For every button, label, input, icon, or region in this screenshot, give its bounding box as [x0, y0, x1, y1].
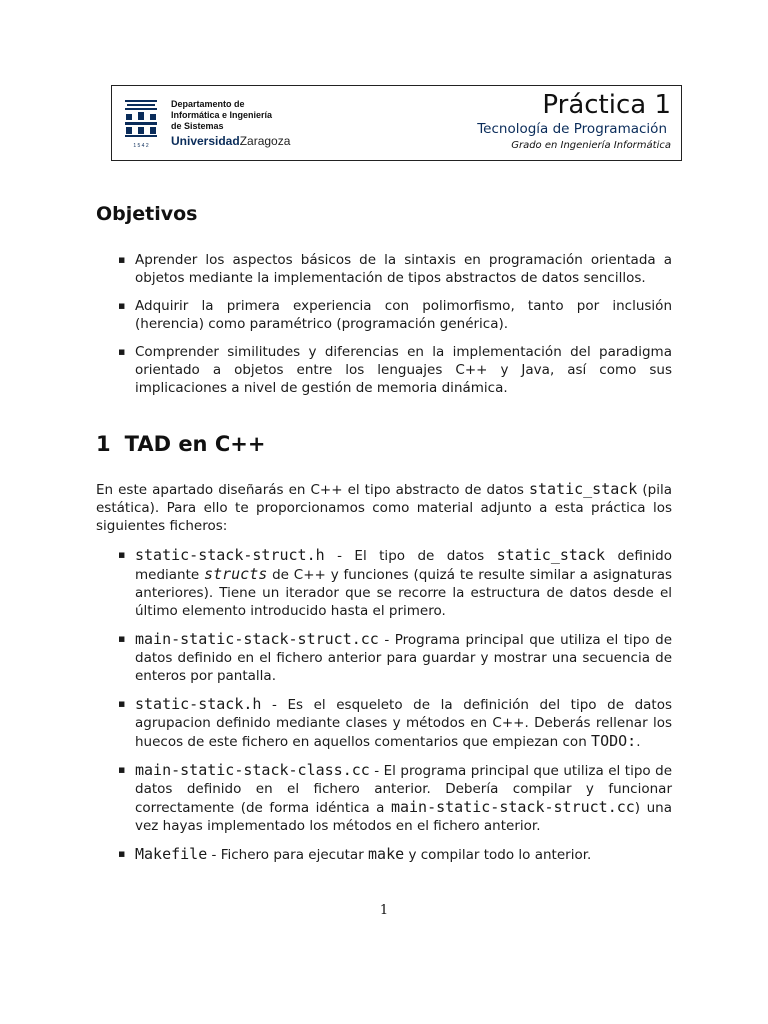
bullet-icon: ▪ — [118, 697, 126, 710]
practice-title: Práctica 1 — [542, 90, 671, 120]
bullet-icon: ▪ — [118, 632, 126, 645]
intro-paragraph: En este apartado diseñarás en C++ el tipo abstracto de datos static_stack (pila estática). Para ello te proporcionamos como material adjunto a esta práctica los siguientes ficheros: — [96, 480, 672, 534]
inline-code: make — [368, 845, 405, 863]
page-number: 1 — [379, 903, 389, 918]
bullet-icon: ▪ — [118, 299, 126, 312]
inline-code: structs — [204, 565, 268, 583]
inline-code: static_stack — [496, 546, 606, 564]
inline-code: static_stack — [528, 480, 638, 498]
bullet-icon: ▪ — [118, 253, 126, 266]
university-logo — [123, 98, 159, 150]
list-item: ▪ main-static-stack-struct.cc - Programa principal que utiliza el tipo de datos definido en el fichero anterior para guardar y mostrar una secuencia de enteros por pantalla. — [118, 630, 672, 684]
list-item: ▪ Comprender similitudes y diferencias en la implementación del paradigma orientado a objetos entre los lenguajes C++ y Java, así como sus implicaciones a nivel de gestión de memoria dinámica. — [118, 344, 672, 396]
objectives-list — [118, 251, 672, 407]
bullet-icon: ▪ — [118, 548, 126, 561]
section-number: 1 — [96, 432, 111, 456]
bullet-icon: ▪ — [118, 763, 126, 776]
bullet-icon: ▪ — [118, 847, 126, 860]
list-item: ▪ Aprender los aspectos básicos de la sintaxis en programación orientada a objetos mediante la implementación de tipos abstractos de datos sencillos. — [118, 252, 672, 286]
section-title: TAD en C++ — [124, 432, 266, 456]
list-item: ▪ static-stack-struct.h - El tipo de datos static_stack definido mediante structs de C++ y funciones (quizá te resulte similar a asignaturas anteriores). Tiene un iterador que se recorre la estructura de datos desde el último elemento introducido hasta el primero. — [118, 546, 673, 619]
list-item: ▪ Makefile - Fichero para ejecutar make y compilar todo lo anterior. — [118, 845, 592, 863]
inline-code: main-static-stack-struct.cc — [390, 798, 635, 816]
files-list — [118, 546, 673, 874]
course-name: Tecnología de Programación — [477, 121, 667, 137]
bullet-icon: ▪ — [118, 345, 126, 358]
document-header — [111, 85, 682, 161]
university-name: UniversidadZaragoza — [171, 134, 291, 148]
degree-name: Grado en Ingeniería Informática — [511, 140, 671, 151]
objectives-heading: Objetivos — [96, 203, 198, 225]
inline-code: TODO: — [591, 732, 637, 750]
list-item: ▪ main-static-stack-class.cc - El programa principal que utiliza el tipo de datos definido en el fichero anterior. Debería compilar y funcionar correctamente (de forma idéntica a main-static-stack-struct.cc) una vez hayas implementado los métodos en el fichero anterior. — [118, 761, 672, 834]
logo-year: 1 5 4 2 — [133, 143, 149, 149]
list-item: ▪ Adquirir la primera experiencia con polimorfismo, tanto por inclusión (herencia) como paramétrico (programación genérica). — [118, 298, 672, 332]
section-heading — [96, 432, 265, 456]
department-name: Departamento de Informática e Ingeniería de Sistemas — [171, 99, 273, 131]
file-name: Makefile — [135, 845, 208, 863]
file-name: main-static-stack-struct.cc — [135, 630, 379, 648]
list-item: ▪ static-stack.h - Es el esqueleto de la definición del tipo de datos agrupacion definido mediante clases y métodos en C++. Deberás rellenar los huecos de este fichero en aquellos comentarios que empiezan con TODO:. — [118, 695, 672, 750]
file-name: static-stack-struct.h — [135, 546, 325, 564]
file-name: main-static-stack-class.cc — [135, 761, 370, 779]
file-name: static-stack.h — [135, 695, 262, 713]
